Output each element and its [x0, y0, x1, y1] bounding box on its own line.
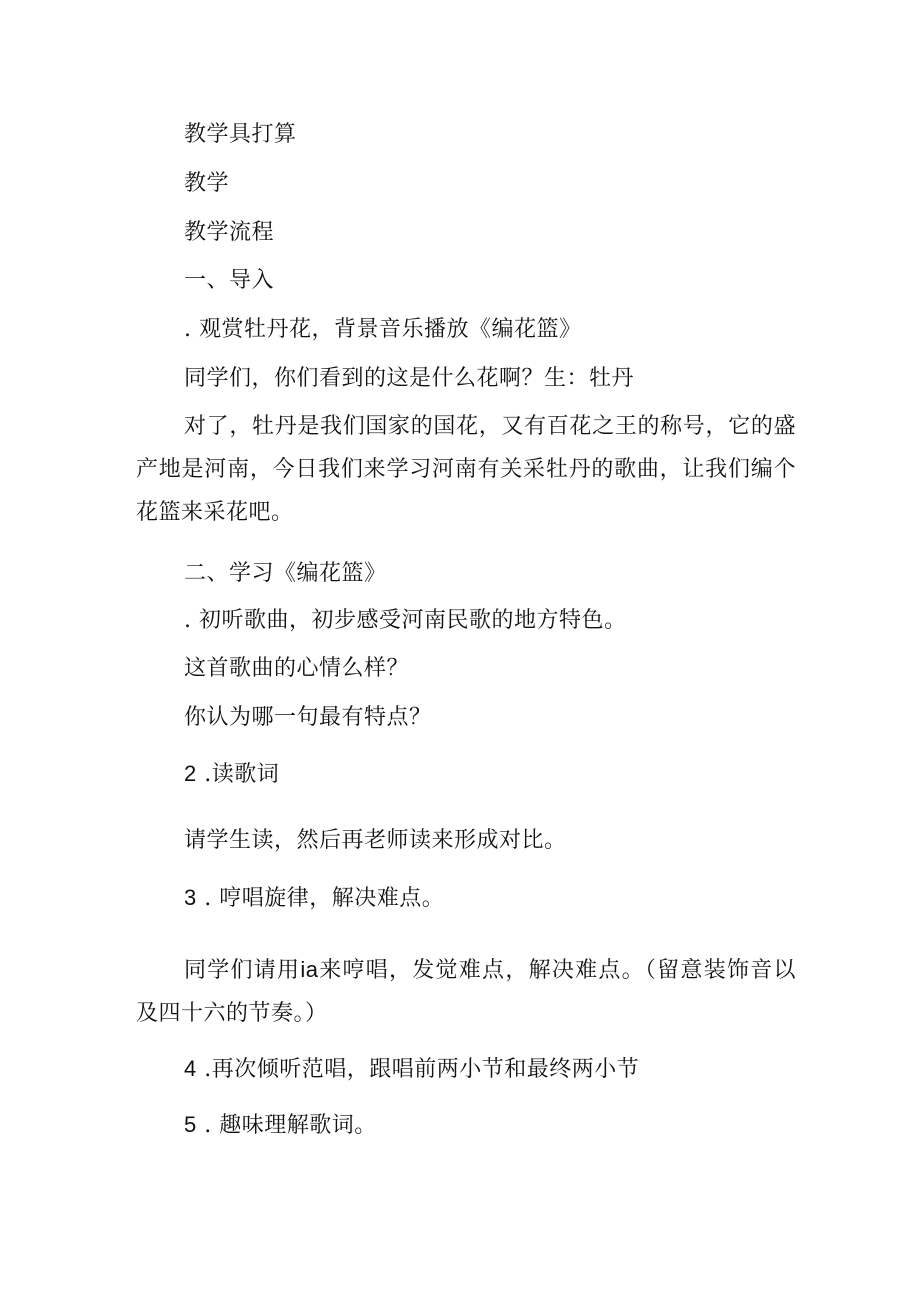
question-1: 这首歌曲的心情么样？ — [184, 656, 410, 681]
item-3-text: . 哼唱旋律，解决难点。 — [204, 886, 445, 911]
item-2-number: 2 — [184, 761, 197, 786]
dialogue-line: 同学们，你们看到的这是什么花啊？生：牡丹 — [184, 366, 635, 391]
heading-teaching-process: 教学流程 — [184, 220, 275, 245]
item-4-text: .再次倾听范唱，跟唱前两小节和最终两小节 — [204, 1057, 640, 1082]
item-5 — [184, 1113, 377, 1138]
humming-syllable: ia — [300, 957, 319, 982]
heading-teaching-aids: 教学具打算 — [184, 122, 297, 147]
item-1-text: . 初听歌曲，初步感受河南民歌的地方特色。 — [184, 608, 627, 633]
item-4 — [184, 1057, 639, 1082]
item-2-detail: 请学生读，然后再老师读来形成对比。 — [184, 828, 567, 853]
item-2-text: .读歌词 — [204, 762, 280, 787]
humming-paragraph — [136, 948, 796, 1035]
humming-paragraph-pre: 同学们请用 — [184, 958, 301, 983]
humming-paragraph-post: 来哼唱，发觉难点，解决难点。（留意装饰音以及四十六的节奏。） — [136, 958, 796, 1026]
heading-teaching: 教学 — [184, 171, 230, 196]
item-3 — [184, 886, 444, 911]
item-5-number: 5 — [184, 1112, 197, 1137]
section-1-title: 一、导入 — [184, 268, 275, 293]
intro-paragraph: 对了，牡丹是我们国家的国花，又有百花之王的称号，它的盛产地是河南，今日我们来学习河南有关采牡丹的歌曲，让我们编个花篮来采花吧。 — [136, 414, 796, 525]
item-3-number: 3 — [184, 885, 197, 910]
section-2-title: 二、学习《编花篮》 — [184, 561, 387, 586]
question-2: 你认为哪一句最有特点？ — [184, 705, 432, 730]
step-1-text: . 观赏牡丹花，背景音乐播放《编花篮》 — [184, 317, 582, 342]
item-2 — [184, 762, 279, 787]
item-5-text: . 趣味理解歌词。 — [204, 1113, 377, 1138]
item-4-number: 4 — [184, 1056, 197, 1081]
